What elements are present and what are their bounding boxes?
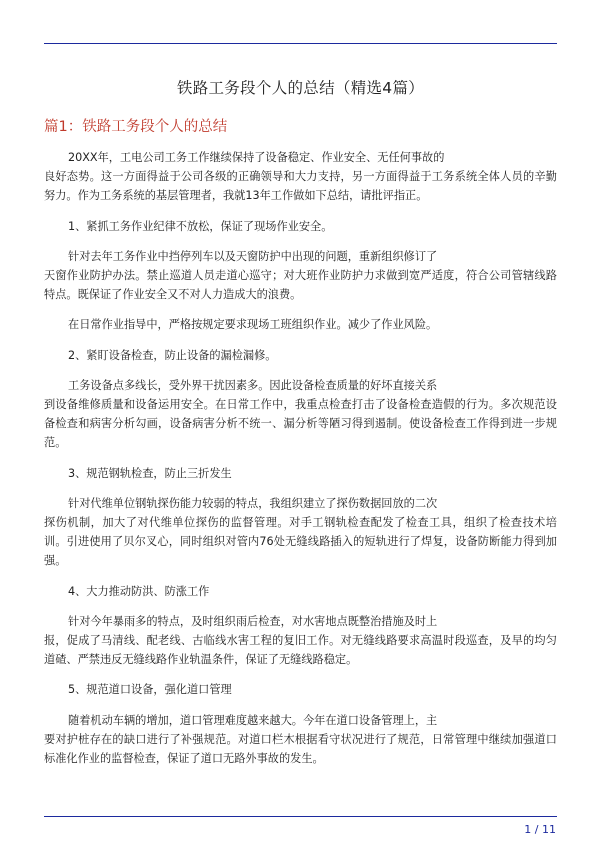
body-paragraph (44, 711, 557, 769)
document-title: 铁路工务段个人的总结（精选4篇） (176, 79, 425, 97)
paragraph-line: 20XX年，工电公司工务工作继续保持了设备稳定、作业安全、无任何事故的 (68, 151, 445, 164)
body-paragraph: 5、规范道口设备，强化道口管理 (68, 683, 232, 697)
section-heading: 篇1：铁路工务段个人的总结 (44, 119, 228, 135)
body-paragraph (44, 612, 557, 670)
body-paragraph: 3、规范钢轨检查，防止三折发生 (68, 466, 232, 480)
paragraph-line: 良好态势。这一方面得益于公司各级的正确领导和大力支持，另一方面得益于工务系统全体人员的辛勤努力。作为工务系统的基层管理者，我就13年工作做如下总结，请批评指正。 (44, 170, 557, 203)
paragraph-line: 天窗作业防护办法。禁止巡道人员走道心巡守；对大班作业防护力求做到宽严适度，符合公司管辖线路特点。既保证了作业安全又不对人力造成大的浪费。 (44, 269, 557, 302)
body-paragraph (44, 376, 557, 453)
paragraph-line: 要对护桩存在的缺口进行了补强规范。对道口栏木根据看守状况进行了规范，日常管理中继续加强道口标准化作业的监督检查，保证了道口无路外事故的发生。 (44, 732, 557, 766)
paragraph-line: 随着机动车辆的增加，道口管理难度越来越大。今年在道口设备管理上，主 (68, 713, 438, 727)
body-paragraph: 4、大力推动防洪、防涨工作 (68, 584, 210, 598)
body-paragraph: 在日常作业指导中，严格按规定要求现场工班组织作业。减少了作业风险。 (68, 318, 438, 332)
paragraph-line: 针对去年工务作业中挡停列车以及天窗防护中出现的问题，重新组织修订了 (68, 249, 438, 263)
footer-rule (44, 816, 557, 817)
body-paragraph: 1、紧抓工务作业纪律不放松，保证了现场作业安全。 (68, 219, 333, 233)
paragraph-line: 针对今年暴雨多的特点，及时组织雨后检查，对水害地点既整治措施及时上 (68, 614, 438, 628)
paragraph-line: 针对代维单位钢轨探伤能力较弱的特点，我组织建立了探伤数据回放的二次 (68, 496, 438, 510)
header-rule (44, 43, 557, 44)
paragraph-line: 工务设备点多线长，受外界干扰因素多。因此设备检查质量的好坏直接关系 (68, 378, 438, 392)
body-paragraph (44, 148, 557, 206)
body-paragraph: 2、紧盯设备检查，防止设备的漏检漏修。 (68, 348, 277, 362)
paragraph-line: 报，促成了马清线、配老线、古临线水害工程的复旧工作。对无缝线路要求高温时段巡查，及早的均匀道碴、严禁违反无缝线路作业轨温条件，保证了无缝线路稳定。 (44, 634, 557, 667)
paragraph-line: 探伤机制，加大了对代维单位探伤的监督管理。对手工钢轨检查配发了检查工具，组织了检查技术培训。引进使用了贝尔叉心，同时组织对管内76处无缝线路插入的短轨进行了焊复，设备防断能力得到加强。 (44, 516, 557, 568)
page-number: 1 / 11 (524, 823, 556, 836)
paragraph-line: 到设备维修质量和设备运用安全。在日常工作中，我重点检查打击了设备检查造假的行为。多次规范设备检查和病害分析勾画，设备病害分析不统一、漏分析等陋习得到遏制。使设备检查工作得到进一步规范。 (44, 398, 557, 450)
document-body (44, 148, 557, 779)
body-paragraph (44, 247, 557, 305)
body-paragraph (44, 494, 557, 571)
